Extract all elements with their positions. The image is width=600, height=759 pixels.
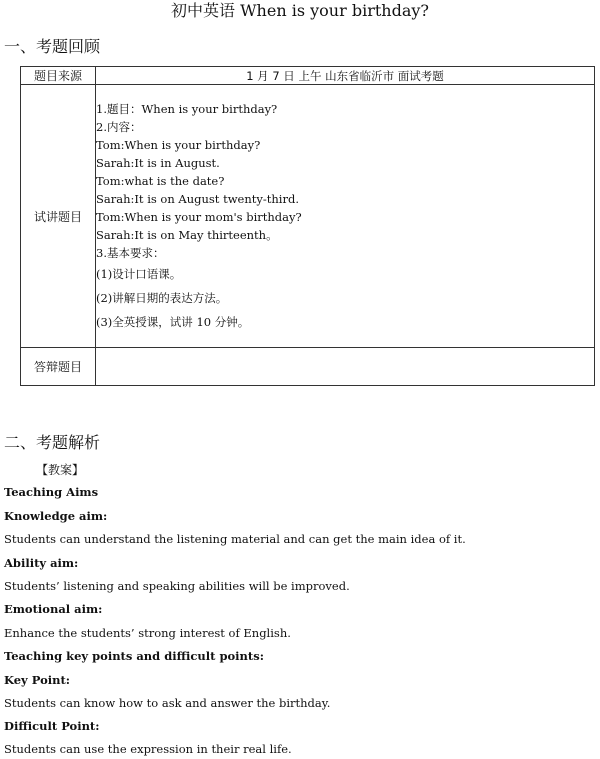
section-heading-review: 一、考题回顾 <box>4 37 101 56</box>
emotional-aim-heading: Emotional aim: <box>4 602 103 616</box>
source-value: 1 月 7 日 上午 山东省临沂市 面试考题 <box>96 67 595 85</box>
topic-line: Tom:what is the date? <box>96 174 225 188</box>
requirement-line: (2)讲解日期的表达方法。 <box>96 291 228 305</box>
lesson-plan-label: 【教案】 <box>36 463 85 477</box>
difficult-point-heading: Difficult Point: <box>4 719 100 733</box>
topic-content <box>96 85 595 348</box>
topic-line: Tom:When is your birthday? <box>96 138 261 152</box>
requirement-line: (1)设计口语课。 <box>96 267 182 281</box>
knowledge-aim-heading: Knowledge aim: <box>4 509 108 523</box>
difficult-point-text: Students can use the expression in their real life. <box>4 742 292 756</box>
table-row-source <box>21 67 595 85</box>
ability-aim-heading: Ability aim: <box>4 556 79 570</box>
source-label: 题目来源 <box>21 67 96 85</box>
table-row-topic <box>21 85 595 348</box>
defense-label: 答辩题目 <box>21 348 96 386</box>
topic-line: Tom:When is your mom's birthday? <box>96 210 302 224</box>
topic-line: Sarah:It is on August twenty-third. <box>96 192 299 206</box>
table-row-defense <box>21 348 595 386</box>
section-heading-analysis: 二、考题解析 <box>4 433 101 452</box>
key-points-heading: Teaching key points and difficult points: <box>4 649 264 663</box>
topic-line: 1.题目：When is your birthday? <box>96 102 278 116</box>
topic-line: 2.内容： <box>96 120 142 134</box>
topic-line: 3.基本要求： <box>96 246 165 260</box>
key-point-text: Students can know how to ask and answer the birthday. <box>4 696 331 710</box>
ability-aim-text: Students’ listening and speaking abilities will be improved. <box>4 579 350 593</box>
emotional-aim-text: Enhance the students’ strong interest of English. <box>4 626 291 640</box>
teaching-aims-heading: Teaching Aims <box>4 485 99 499</box>
topic-line: Sarah:It is in August. <box>96 156 220 170</box>
requirement-line: (3)全英授课，试讲 10 分钟。 <box>96 315 250 329</box>
document-title: 初中英语 When is your birthday? <box>171 1 429 20</box>
topic-line: Sarah:It is on May thirteenth。 <box>96 228 278 242</box>
exam-info-table <box>20 66 595 386</box>
key-point-heading: Key Point: <box>4 673 71 687</box>
defense-value <box>96 348 595 386</box>
knowledge-aim-text: Students can understand the listening material and can get the main idea of it. <box>4 532 466 546</box>
topic-label: 试讲题目 <box>21 85 96 348</box>
